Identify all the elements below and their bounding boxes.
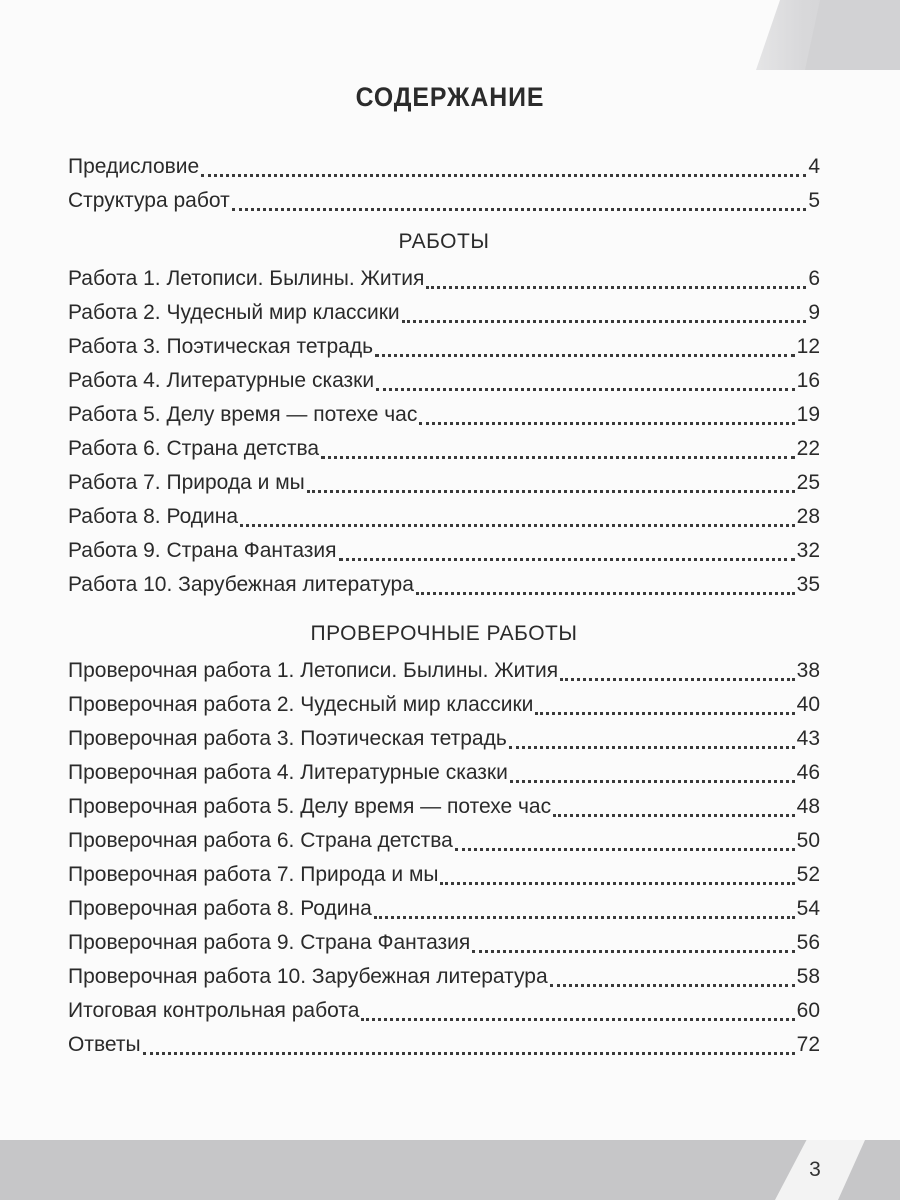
- toc-entry-label: Проверочная работа 3. Поэтическая тетрадь: [68, 727, 507, 750]
- toc-entry-preface[interactable]: [68, 150, 820, 184]
- toc-entry-page: 56: [796, 931, 820, 954]
- toc-entry-page: 43: [796, 727, 820, 750]
- dot-leader: [440, 882, 794, 885]
- dot-leader: [455, 848, 795, 851]
- toc-entry-label: Проверочная работа 8. Родина: [68, 897, 372, 920]
- toc-entry-test[interactable]: [68, 858, 820, 892]
- toc-entry-work[interactable]: [68, 568, 820, 602]
- toc-entry-page: 19: [796, 403, 820, 426]
- toc-entry-page: 58: [796, 965, 820, 988]
- toc-entry-test[interactable]: [68, 688, 820, 722]
- dot-leader: [426, 286, 806, 289]
- toc-entry-page: 54: [796, 897, 820, 920]
- toc-entry-label: Работа 5. Делу время — потехе час: [68, 403, 418, 426]
- toc-entry-work[interactable]: [68, 364, 820, 398]
- toc-entry-page: 40: [796, 693, 820, 716]
- toc-entry-page: 38: [796, 659, 820, 682]
- toc-entry-test[interactable]: [68, 892, 820, 926]
- toc-entry-page: 16: [796, 369, 820, 392]
- toc-entry-page: 48: [796, 795, 820, 818]
- dot-leader: [321, 456, 795, 459]
- dot-leader: [201, 174, 806, 177]
- toc-entry-label: Работа 7. Природа и мы: [68, 471, 305, 494]
- toc-entry-page: 35: [796, 573, 820, 596]
- toc-entry-test[interactable]: [68, 790, 820, 824]
- toc-entry-label: Работа 9. Страна Фантазия: [68, 539, 337, 562]
- toc-entry-page: 25: [796, 471, 820, 494]
- toc-entry-page: 22: [796, 437, 820, 460]
- toc-entry-label: Проверочная работа 1. Летописи. Былины. Жития: [68, 659, 559, 682]
- section-heading-works: РАБОТЫ: [398, 230, 490, 253]
- page-number: 3: [809, 1158, 821, 1181]
- toc-entry-page: 52: [796, 863, 820, 886]
- dot-leader: [375, 354, 795, 357]
- toc-entry-work[interactable]: [68, 398, 820, 432]
- toc-entry-page: 50: [796, 829, 820, 852]
- dot-leader: [376, 388, 795, 391]
- toc-entry-work[interactable]: [68, 296, 820, 330]
- toc-entry-label: Работа 3. Поэтическая тетрадь: [68, 335, 374, 358]
- dot-leader: [472, 950, 794, 953]
- toc-entry-label: Структура работ: [68, 189, 230, 212]
- toc-entry-work[interactable]: [68, 262, 820, 296]
- dot-leader: [560, 678, 795, 681]
- table-of-contents: [68, 150, 820, 1062]
- dot-leader: [361, 1018, 794, 1021]
- toc-entry-label: Проверочная работа 9. Страна Фантазия: [68, 931, 471, 954]
- toc-entry-test[interactable]: [68, 722, 820, 756]
- dot-leader: [553, 814, 795, 817]
- dot-leader: [232, 208, 807, 211]
- toc-entry-test[interactable]: [68, 926, 820, 960]
- dot-leader: [550, 984, 795, 987]
- toc-entry-label: Работа 10. Зарубежная литература: [68, 573, 414, 596]
- toc-entry-page: 32: [796, 539, 820, 562]
- toc-entry-work[interactable]: [68, 500, 820, 534]
- toc-entry-work[interactable]: [68, 330, 820, 364]
- dot-leader: [509, 746, 795, 749]
- toc-entry-label: Предисловие: [68, 155, 200, 178]
- toc-entry-work[interactable]: [68, 466, 820, 500]
- toc-entry-label: Работа 1. Летописи. Былины. Жития: [68, 267, 425, 290]
- toc-entry-page: 46: [796, 761, 820, 784]
- toc-entry-label: Работа 8. Родина: [68, 505, 239, 528]
- toc-entry-label: Проверочная работа 7. Природа и мы: [68, 863, 439, 886]
- toc-entry-label: Работа 6. Страна детства: [68, 437, 320, 460]
- toc-entry-work[interactable]: [68, 534, 820, 568]
- toc-entry-label: Работа 4. Литературные сказки: [68, 369, 375, 392]
- toc-entry-page: 28: [796, 505, 820, 528]
- toc-entry-label: Работа 2. Чудесный мир классики: [68, 301, 400, 324]
- toc-entry-answers[interactable]: [68, 1028, 820, 1062]
- toc-entry-page: 6: [808, 267, 820, 290]
- toc-entry-final-test[interactable]: [68, 994, 820, 1028]
- toc-entry-page: 12: [796, 335, 820, 358]
- toc-entry-test[interactable]: [68, 654, 820, 688]
- toc-entry-page: 5: [808, 189, 820, 212]
- dot-leader: [535, 712, 794, 715]
- toc-entry-label: Проверочная работа 2. Чудесный мир классики: [68, 693, 534, 716]
- dot-leader: [240, 524, 795, 527]
- toc-entry-page: 4: [808, 155, 820, 178]
- toc-entry-label: Проверочная работа 4. Литературные сказки: [68, 761, 508, 784]
- dot-leader: [374, 916, 795, 919]
- toc-entry-page: 9: [808, 301, 820, 324]
- toc-entry-test[interactable]: [68, 756, 820, 790]
- toc-entry-page: 72: [796, 1033, 820, 1056]
- section-heading-tests: ПРОВЕРОЧНЫЕ РАБОТЫ: [310, 622, 578, 645]
- dot-leader: [339, 558, 795, 561]
- toc-entry-label: Ответы: [68, 1033, 141, 1056]
- footer-band: [0, 1140, 900, 1200]
- page-title: СОДЕРЖАНИЕ: [355, 82, 545, 112]
- toc-entry-test[interactable]: [68, 824, 820, 858]
- toc-entry-label: Проверочная работа 5. Делу время — потехе час: [68, 795, 552, 818]
- toc-entry-test[interactable]: [68, 960, 820, 994]
- dot-leader: [510, 780, 795, 783]
- dot-leader: [307, 490, 795, 493]
- dot-leader: [416, 592, 795, 595]
- toc-entry-label: Итоговая контрольная работа: [68, 999, 360, 1022]
- toc-entry-label: Проверочная работа 6. Страна детства: [68, 829, 453, 852]
- dot-leader: [143, 1052, 795, 1055]
- toc-entry-label: Проверочная работа 10. Зарубежная литература: [68, 965, 548, 988]
- toc-entry-page: 60: [796, 999, 820, 1022]
- dot-leader: [402, 320, 807, 323]
- dot-leader: [419, 422, 794, 425]
- toc-entry-work[interactable]: [68, 432, 820, 466]
- toc-entry-structure[interactable]: [68, 184, 820, 218]
